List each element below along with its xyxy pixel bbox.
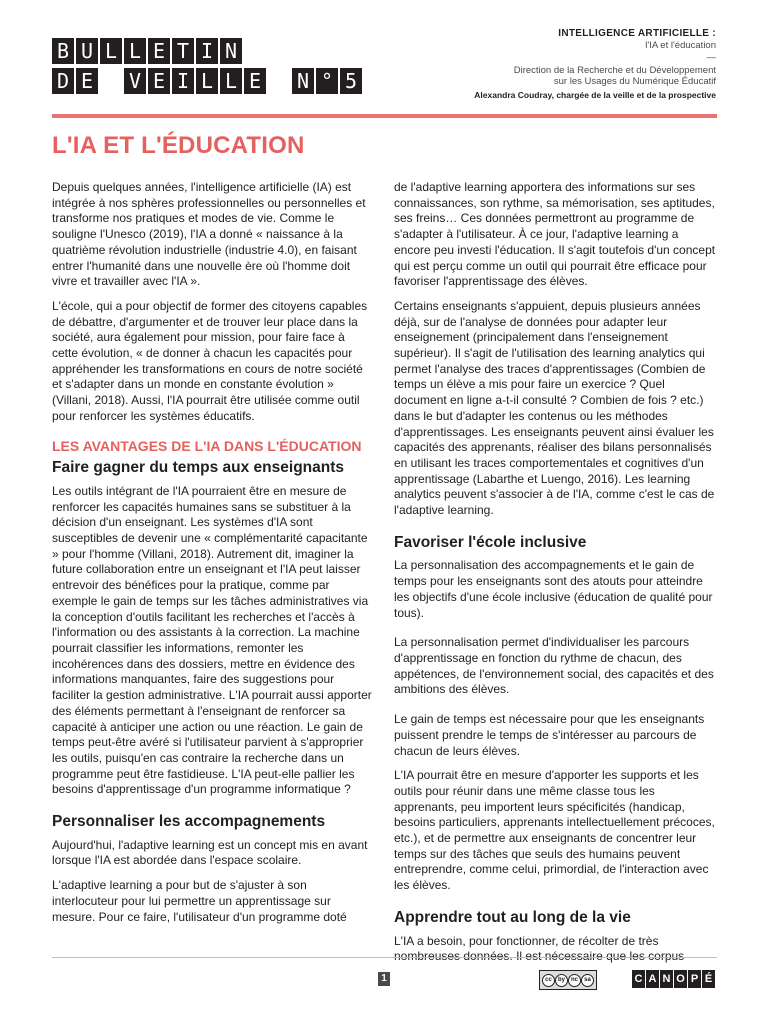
header-divider [52,114,717,118]
logo-letter: D [52,68,74,94]
creative-commons-license-icon [539,970,597,990]
logo-letter: V [124,68,146,94]
paragraph-adaptive: de l'adaptive learning apportera des informations sur ses connaissances, son rythme, sa mémorisation, ses aptitudes, ses freins… Ces données permettront au programme de s'adapter à l'utilisateur. À ce jour, l'adaptive learning a encore peu investi l'éducation. Il s'agit toutefois d'un concept qui est perçu comme un outil qui pourrait être efficace pour favoriser l'apprentissage des élèves. [394,180,716,289]
logo-letter: U [76,38,98,64]
canope-letter: N [660,970,673,988]
canope-letter: O [674,970,687,988]
right-column [394,180,716,974]
intro-paragraph-1: Depuis quelques années, l'intelligence artificielle (IA) est intégrée à nos sphères professionnelles ou personnelles et transforme nos pratiques et modes de vie. Comme le souligne l'Unesco (2019), l'IA a donné « naissance à la quatrième révolution industrielle (industrie 4.0), en faisant entrer l'humanité dans une nouvelle ère où l'homme doit vivre et travailler avec l'IA ». [52,180,366,289]
paragraph-personalize-1: Aujourd'hui, l'adaptive learning est un concept mis en avant lorsque l'IA est abordée dans l'espace scolaire. [52,837,368,868]
logo-row-1 [52,38,364,64]
logo-letter: N [220,38,242,64]
canope-letter: C [632,970,645,988]
logo-letter: L [196,68,218,94]
paragraph-inclusive-1: La personnalisation des accompagnements et le gain de temps pour les enseignants sont des atouts pour atteindre les objectifs d'une école inclusive (éducation de qualité pour tous). [394,558,713,620]
cc-icon: cc [542,974,555,987]
intro-paragraph-2: L'école, qui a pour objectif de former des citoyens capables de débattre, d'argumenter et de trouver leur place dans la société, aura également pour mission, pour faire face à cette évolution, « de donner à chacun les capacités pour appréhender les transformations en cours de notre société et s'adapter dans un monde en constante évolution » (Villani, 2018). Aussi, l'IA pourrait être utilisée comme outil pour renforcer les systèmes éducatifs. [52,298,368,423]
logo-letter: I [196,38,218,64]
canope-logo [632,970,716,988]
logo-letter: E [244,68,266,94]
logo-letter: E [148,68,170,94]
bulletin-logo [52,38,364,98]
logo-letter: ° [316,68,338,94]
cc-nc-icon: nc [568,974,581,987]
canope-letter: P [688,970,701,988]
header-direction-line1: Direction de la Recherche et du Développement [513,64,716,76]
logo-gap [268,68,290,94]
subheading-time: Faire gagner du temps aux enseignants [52,459,344,477]
logo-letter: E [76,68,98,94]
header-author: Alexandra Coudray, chargée de la veille et de la prospective [474,89,716,100]
subheading-lifelong: Apprendre tout au long de la vie [394,908,631,926]
header-title: INTELLIGENCE ARTIFICIELLE : [558,28,716,39]
page-title: L'IA ET L'ÉDUCATION [52,132,305,159]
page-number: 1 [378,972,390,986]
logo-letter: 5 [340,68,362,94]
logo-letter: E [148,38,170,64]
logo-letter: L [100,38,122,64]
header-subtitle: l'IA et l'éducation [645,39,716,51]
paragraph-analytics: Certains enseignants s'appuient, depuis plusieurs années déjà, sur de l'analyse de données pour adapter leur enseignement (principalement dans l'enseignement supérieur). Il s'agit de l'utilisation des learning analytics qui permet l'analyse des traces d'apprentissages (Combien de temps un élève a mis pour faire un exercice ? Quel document en ligne a-t-il consulté ? Combien de fois ? etc.) dans le but d'adapter les contenus ou les méthodes d'apprentissages. Les enseignants peuvent ainsi évaluer les capacités des apprenants, réaliser des bilans personnalisés en utilisant les traces comportementales et cognitives d'un apprentissage (Labarthe et Luengo, 2016). Les learning analytics peuvent s'associer à de l'IA, comme c'est le cas de l'adaptive learning. [394,298,715,518]
paragraph-personalize-2: L'adaptive learning a pour but de s'ajuster à son interlocuteur pour lui permettre un apprentissage sur mesure. Pour ce faire, l'utilisateur d'un programme doté [52,878,347,924]
header-info [416,28,716,101]
header-dash: — [706,52,716,63]
logo-letter: L [220,68,242,94]
logo-letter: N [292,68,314,94]
paragraph-time: Les outils intégrant de l'IA pourraient être en mesure de renforcer les capacités humaines sans se substituer à la décision d'un enseignant. Les systèmes d'IA sont susceptibles de devenir une « complémentarité capacitante » pour l'homme (Villani, 2018). Autrement dit, imaginer la future collaboration entre un enseignant et l'IA peut laisser entrevoir des bénéfices pour la pratique, comme par exemple le gain de temps sur les tâches administratives via la conception d'outils facilitant les recherches et l'accès à l'information ou des assistants à la correction. La machine pourrait classifier les informations, remonter les incohérences dans des dossiers, mettre en évidence des informations manquantes, faire des suggestions pour faciliter la gestion administrative. L'IA pourrait aussi apporter des éléments permettant à l'enseignant de renforcer sa capacité à anticiper une action ou une réaction. Le gain de temps peut-être avéré si l'utilisateur parvient à s'approprier les outils, puisqu'en cas contraire la recherche dans un programme peut être fastidieuse. L'IA peut-elle pallier les besoins d'apprentissage d'un programme informatique ? [52,483,372,797]
logo-letter: I [172,68,194,94]
cc-sa-icon: sa [581,974,594,987]
cc-by-icon: by [555,974,568,987]
left-column [52,180,374,934]
subheading-inclusive: Favoriser l'école inclusive [394,533,587,551]
canope-letter: É [702,970,715,988]
footer-divider [52,957,717,958]
header-direction-line2: sur les Usages du Numérique Éducatif [553,76,716,87]
subheading-personalize: Personnaliser les accompagnements [52,813,326,831]
paragraph-lifelong: L'IA a besoin, pour fonctionner, de récolter de très [394,933,659,948]
logo-row-2 [52,68,364,94]
logo-gap [100,68,122,94]
paragraph-inclusive-3: Le gain de temps est nécessaire pour que les enseignants puissent prendre le temps de s'intéresser au parcours de chacun de leurs élèves. [394,712,705,758]
logo-letter: L [124,38,146,64]
section-title: LES AVANTAGES DE L'IA DANS L'ÉDUCATION [52,437,362,454]
paragraph-inclusive-2: La personnalisation permet d'individualiser les parcours d'apprentissage en fonction du rythme de chacun, des appétences, de l'environnement social, des capacités et des ambitions des élèves. [394,635,714,697]
canope-letter: A [646,970,659,988]
logo-letter: T [172,38,194,64]
paragraph-inclusive-4: L'IA pourrait être en mesure d'apporter les supports et les outils pour réunir dans une même classe tous les apprenants, peu importent leurs spécificités (handicap, besoins particuliers, apprenants intellectuellement précoces, etc.), et de permettre aux enseignants de concentrer leur temps sur des tâches que seuls des humains peuvent entreprendre, comme celui, primordial, de l'interaction avec les élèves. [394,768,715,893]
logo-letter: B [52,38,74,64]
